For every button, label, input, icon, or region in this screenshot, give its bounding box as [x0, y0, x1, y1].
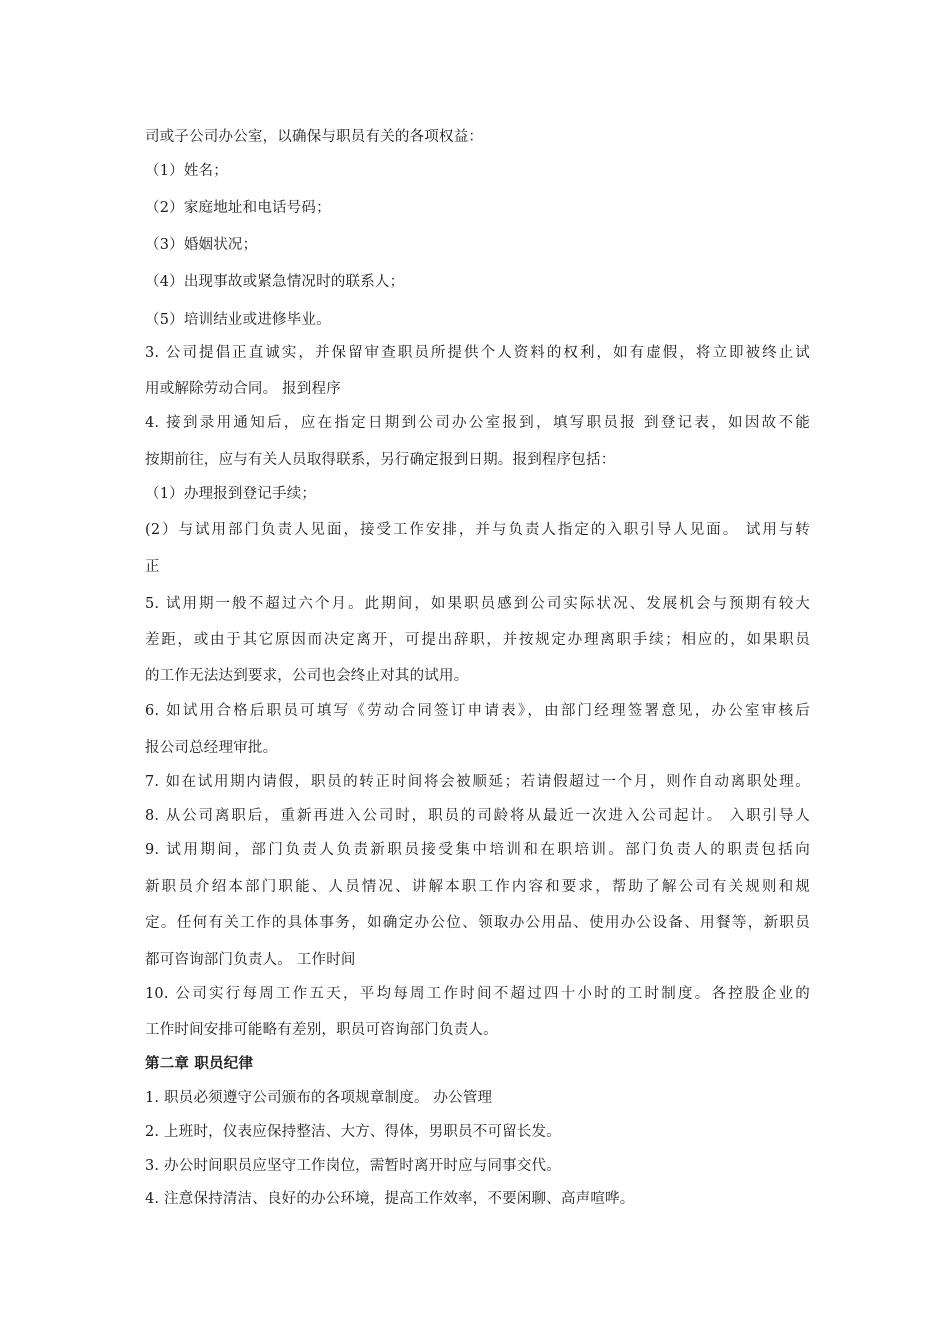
paragraph-line: 定。任何有关工作的具体事务，如确定办公位、领取办公用品、使用办公设备、用餐等，新职员 — [145, 915, 810, 931]
paragraph-line: 3. 公司提倡正直诚实，并保留审查职员所提供个人资料的权利，如有虚假，将立即被终止试 — [145, 345, 810, 361]
paragraph-line: 5. 试用期一般不超过六个月。此期间，如果职员感到公司实际状况、发展机会与预期有较大 — [145, 596, 810, 612]
paragraph-line: 8. 从公司离职后，重新再进入公司时，职员的司龄将从最近一次进入公司起计。 入职引导人 — [145, 808, 810, 824]
paragraph-line: 4. 注意保持清洁、良好的办公环境，提高工作效率，不要闲聊、高声喧哗。 — [145, 1191, 635, 1207]
paragraph-line: 9. 试用期间，部门负责人负责新职员接受集中培训和在职培训。部门负责人的职责包括向 — [145, 842, 810, 858]
list-item: （5）培训结业或进修毕业。 — [145, 312, 331, 328]
list-item: （1）姓名； — [145, 163, 228, 179]
paragraph-line: 的工作无法达到要求，公司也会终止对其的试用。 — [145, 668, 469, 684]
paragraph-line: 3. 办公时间职员应坚守工作岗位，需暂时离开时应与同事交代。 — [145, 1158, 561, 1174]
list-item: （4）出现事故或紧急情况时的联系人； — [145, 274, 405, 290]
paragraph-line: 2. 上班时，仪表应保持整洁、大方、得体，男职员不可留长发。 — [145, 1124, 561, 1140]
paragraph-line: 司或子公司办公室，以确保与职员有关的各项权益： — [145, 129, 484, 145]
paragraph-line: 用或解除劳动合同。 报到程序 — [145, 381, 341, 397]
paragraph-line: 4. 接到录用通知后，应在指定日期到公司办公室报到，填写职员报 到登记表，如因故不能 — [145, 415, 810, 431]
paragraph-line: 都可咨询部门负责人。 工作时间 — [145, 952, 356, 968]
paragraph-line: 7. 如在试用期内请假，职员的转正时间将会被顺延；若请假超过一个月，则作自动离职处理。 — [145, 774, 810, 790]
paragraph-line: 报公司总经理审批。 — [145, 740, 278, 756]
list-item: （3）婚姻状况； — [145, 237, 258, 253]
paragraph-line: 差距，或由于其它原因而决定离开，可提出辞职，并按规定办理离职手续；相应的，如果职员 — [145, 632, 810, 648]
paragraph-line: 按期前往，应与有关人员取得联系，另行确定报到日期。报到程序包括： — [145, 452, 616, 468]
paragraph-line: 正 — [145, 559, 160, 575]
paragraph-line: 6. 如试用合格后职员可填写《劳动合同签订申请表》，由部门经理签署意见，办公室审核后 — [145, 703, 810, 719]
list-item: （2）家庭地址和电话号码； — [145, 200, 331, 216]
paragraph-line: 1. 职员必须遵守公司颁布的各项规章制度。 办公管理 — [145, 1090, 493, 1106]
paragraph-line: 新职员介绍本部门职能、人员情况、讲解本职工作内容和要求，帮助了解公司有关规则和规 — [145, 879, 810, 895]
paragraph-line: 工作时间安排可能略有差别，职员可咨询部门负责人。 — [145, 1022, 498, 1038]
paragraph-line: (2）与试用部门负责人见面，接受工作安排，并与负责人指定的入职引导人见面。 试用与转 — [145, 522, 810, 538]
chapter-heading: 第二章 职员纪律 — [145, 1056, 254, 1072]
paragraph-line: 10. 公司实行每周工作五天，平均每周工作时间不超过四十小时的工时制度。各控股企业的 — [145, 986, 810, 1002]
list-item: （1）办理报到登记手续； — [145, 486, 317, 502]
